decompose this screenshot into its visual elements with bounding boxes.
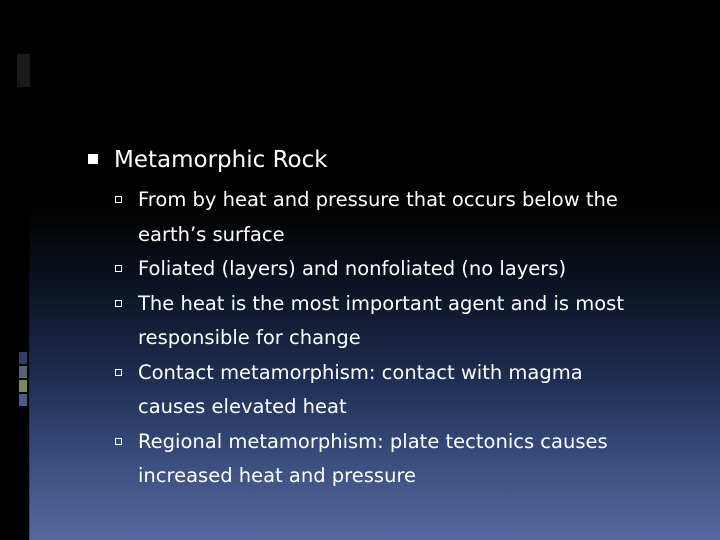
subbullet (86, 287, 686, 356)
accent-block (17, 54, 30, 87)
subbullet-line: From by heat and pressure that occurs below the (138, 188, 618, 211)
hollow-square-bullet-icon (115, 196, 122, 203)
subbullet-line: Foliated (layers) and nonfoliated (no layers) (138, 257, 567, 280)
bullet-text: Metamorphic Rock (114, 147, 328, 173)
accent-bar (19, 394, 27, 406)
hollow-square-bullet-icon (115, 265, 122, 272)
filled-square-bullet-icon (88, 154, 98, 164)
subbullet-line: increased heat and pressure (138, 464, 417, 487)
accent-bar (19, 352, 27, 364)
subbullet (86, 183, 686, 252)
subbullet-line: earth’s surface (138, 222, 285, 246)
accent-bar (19, 380, 27, 392)
subbullet-line: Regional metamorphism: plate tectonics causes (138, 429, 608, 453)
hollow-square-bullet-icon (115, 369, 122, 376)
subbullet (86, 356, 686, 425)
accent-bar (19, 366, 27, 378)
hollow-square-bullet-icon (115, 438, 122, 445)
subbullet (86, 252, 686, 287)
subbullet-line: responsible for change (138, 326, 361, 349)
subbullet-line: causes elevated heat (138, 395, 347, 418)
subbullet (86, 425, 686, 494)
subbullet-line: Contact metamorphism: contact with magma (138, 360, 583, 384)
hollow-square-bullet-icon (115, 300, 122, 307)
slide-content (86, 143, 686, 494)
subbullet-line: The heat is the most important agent and is most (138, 291, 624, 315)
accent-bars (19, 352, 27, 408)
bullet-level1 (86, 143, 686, 177)
